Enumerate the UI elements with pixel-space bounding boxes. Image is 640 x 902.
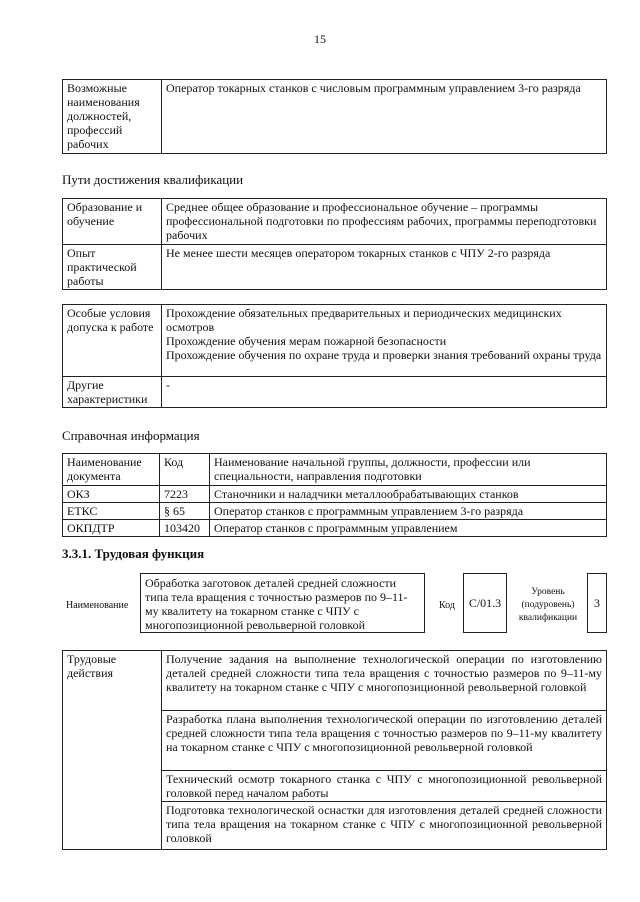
ref-col-name: Наименование начальной группы, должности, профессии или специальности, направления подготовки bbox=[210, 454, 607, 486]
ref-col-code: Код bbox=[160, 454, 210, 486]
function-level-label: Уровень (подуровень) квалификации bbox=[518, 587, 578, 623]
action-item: Подготовка технологической оснастки для изготовления деталей средней сложности типа тела вращения на токарном станке с ЧПУ с многопозиционной револьверной головкой bbox=[162, 802, 607, 850]
experience-label: Опыт практической работы bbox=[63, 245, 162, 290]
function-code-value: С/01.3 bbox=[463, 573, 507, 633]
conditions-value bbox=[162, 305, 607, 377]
table-row: 7223 bbox=[160, 486, 210, 503]
actions-label: Трудовые действия bbox=[63, 651, 162, 850]
table-row: Оператор станков с программным управлением 3-го разряда bbox=[210, 503, 607, 520]
actions-table bbox=[62, 650, 607, 850]
table-row: Станочники и наладчики металлообрабатывающих станков bbox=[210, 486, 607, 503]
table-row: ОКЗ bbox=[63, 486, 160, 503]
table-row: ОКПДТР bbox=[63, 520, 160, 537]
education-label: Образование и обучение bbox=[63, 199, 162, 245]
conditions-label: Особые условия допуска к работе bbox=[63, 305, 162, 377]
table-row: Оператор станков с программным управлением bbox=[210, 520, 607, 537]
positions-label: Возможные наименования должностей, профессий рабочих bbox=[63, 80, 162, 154]
function-level-value: 3 bbox=[587, 573, 607, 633]
condition-item: Прохождение обязательных предварительных и периодических медицинских осмотров bbox=[166, 306, 562, 334]
table-row: 103420 bbox=[160, 520, 210, 537]
reference-heading: Справочная информация bbox=[62, 428, 200, 443]
condition-item: Прохождение обучения мерам пожарной безопасности bbox=[166, 334, 447, 348]
education-value: Среднее общее образование и профессиональное обучение – программы профессиональной подготовки по профессиям рабочих, программы переподготовки рабочих bbox=[162, 199, 607, 245]
action-item: Технический осмотр токарного станка с ЧПУ с многопозиционной револьверной головкой перед началом работы bbox=[162, 771, 607, 802]
conditions-table bbox=[62, 304, 607, 408]
qualification-table bbox=[62, 198, 607, 290]
action-item: Получение задания на выполнение технологической операции по изготовлению деталей средней сложности типа тела вращения с точностью размеров по 9–11-му квалитету на токарном станке с ЧПУ с многопозиционной револьверной головкой bbox=[162, 651, 607, 711]
page-number: 15 bbox=[314, 32, 326, 46]
condition-item: Прохождение обучения по охране труда и проверки знания требований охраны труда bbox=[166, 348, 602, 362]
function-code-label: Код bbox=[439, 600, 455, 611]
function-heading: 3.3.1. Трудовая функция bbox=[62, 546, 205, 561]
action-item: Разработка плана выполнения технологической операции по изготовлению деталей средней сложности типа тела вращения с точностью размеров по 9–11-му квалитету на токарном станке с ЧПУ с многопозиционной револьверной головкой bbox=[162, 711, 607, 771]
ref-col-doc: Наименование документа bbox=[63, 454, 160, 486]
function-name-label: Наименование bbox=[66, 600, 129, 611]
table-row: § 65 bbox=[160, 503, 210, 520]
table-row: ЕТКС bbox=[63, 503, 160, 520]
function-name-value: Обработка заготовок деталей средней сложности типа тела вращения с точностью размеров по 9–11-му квалитету на токарном станке с ЧПУ с многопозиционной револьверной головкой bbox=[140, 573, 425, 633]
positions-table bbox=[62, 79, 607, 154]
positions-value: Оператор токарных станков с числовым программным управлением 3-го разряда bbox=[162, 80, 607, 154]
experience-value: Не менее шести месяцев оператором токарных станков с ЧПУ 2-го разряда bbox=[162, 245, 607, 290]
other-value: - bbox=[162, 377, 607, 408]
other-label: Другие характеристики bbox=[63, 377, 162, 408]
qualification-heading: Пути достижения квалификации bbox=[62, 172, 244, 187]
reference-table bbox=[62, 453, 607, 537]
